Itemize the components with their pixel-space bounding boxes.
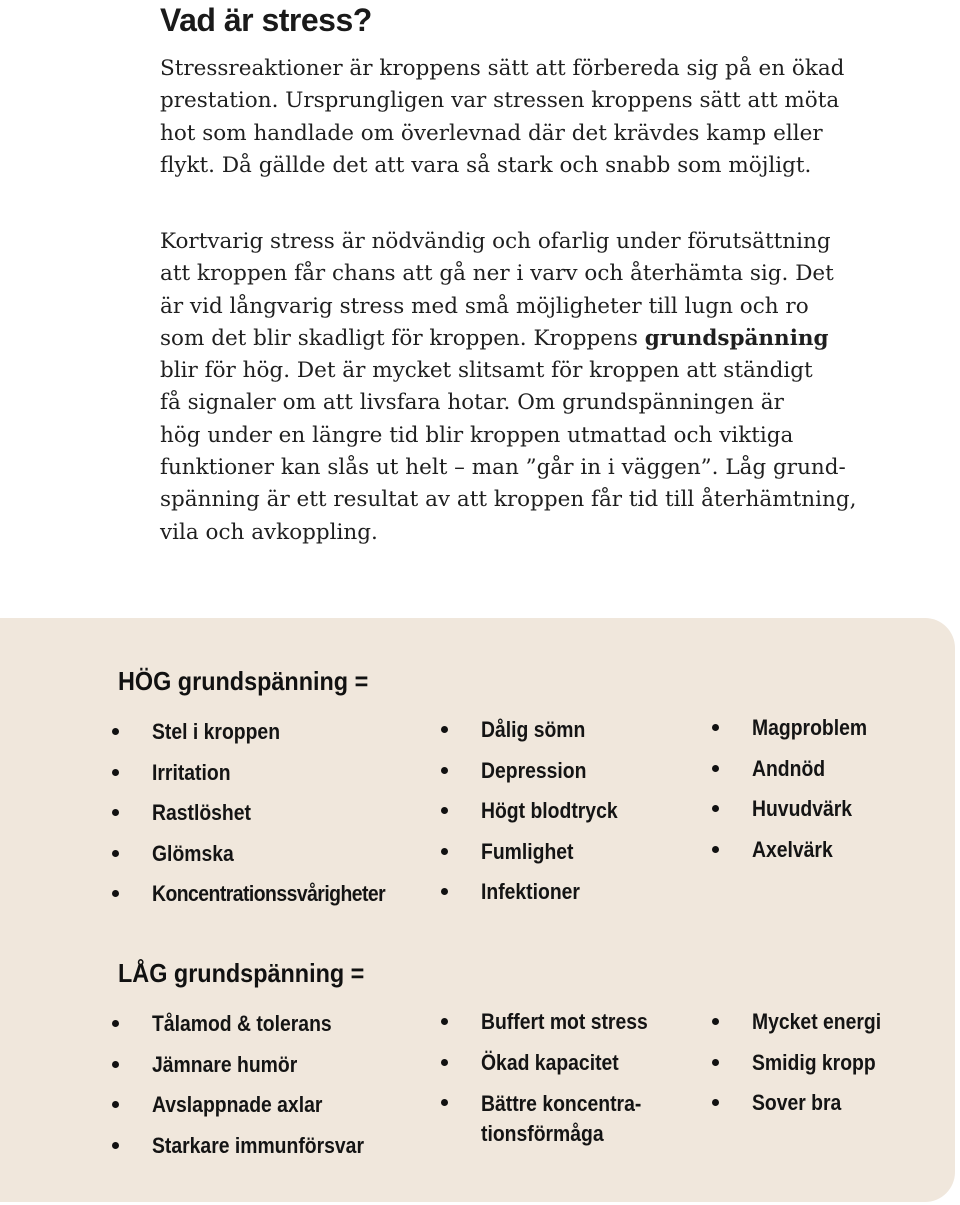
text-line: prestation. Ursprungligen var stressen kroppens sätt att möta: [160, 88, 840, 114]
bullet-icon: [112, 1020, 119, 1027]
body-paragraph: [160, 226, 930, 549]
bullet-icon: [112, 1101, 119, 1108]
emphasized-term: grundspänning: [644, 325, 829, 351]
bullet-icon: [441, 726, 448, 733]
text-line: flykt. Då gällde det att vara så stark och snabb som möjligt.: [160, 152, 812, 178]
text-line: spänning är ett resultat av att kroppen får tid till återhämtning,: [160, 487, 857, 513]
bullet-icon: [712, 1059, 719, 1066]
bullet-icon: [712, 1018, 719, 1025]
text-line: funktioner kan slås ut helt – man ”går in i väggen”. Låg grund-: [160, 455, 846, 481]
tension-panel: HÖG grundspänning = Stel i kroppen Irritation Rastlöshet Glömska Koncentrationssvårigheter Dålig sömn Depression Högt blodtryck Fumlighet Infektioner Magproblem Andnöd Huvudvärk Axelvärk LÅG grundspänning = Tålamod & tolerans Jämnare humör Avslappnade axlar Starkare immunförsvar Buffert mot stress Ökad kapacitet Bättre koncentra- tionsförmåga Mycket energi Smidig kropp Sover bra: [0, 618, 955, 1202]
text-line: Kortvarig stress är nödvändig och ofarlig under förutsättning: [160, 229, 831, 254]
bullet-icon: [112, 850, 119, 857]
text-line: [160, 323, 930, 355]
text-line: är vid långvarig stress med små möjligheter till lugn och ro: [160, 293, 809, 319]
bullet-icon: [441, 767, 448, 774]
bullet-icon: [112, 1061, 119, 1068]
bullet-icon: [712, 765, 719, 772]
intro-paragraph: [160, 53, 930, 182]
bullet-icon: [712, 724, 719, 731]
text-line: vila och avkoppling.: [160, 519, 378, 545]
bullet-icon: [112, 1142, 119, 1149]
bullet-icon: [712, 805, 719, 812]
text-line: blir för hög. Det är mycket slitsamt för kroppen att ständigt: [160, 358, 813, 384]
text-line: få signaler om att livsfara hotar. Om grundspänningen är: [160, 390, 784, 416]
bullet-icon: [441, 1059, 448, 1066]
bullet-icon: [112, 809, 119, 816]
bullet-icon: [712, 1099, 719, 1106]
bullet-icon: [112, 728, 119, 735]
low-tension-heading: LÅG grundspänning =: [118, 958, 365, 988]
text-line: hot som handlade om överlevnad där det krävdes kamp eller: [160, 120, 823, 146]
text-line: hög under en längre tid blir kroppen utmattad och viktiga: [160, 422, 794, 448]
bullet-icon: [441, 848, 448, 855]
text-line: Stressreaktioner är kroppens sätt att förbereda sig på en ökad: [160, 56, 845, 81]
bullet-icon: [441, 1099, 448, 1106]
text-segment: som det blir skadligt för kroppen. Kroppens: [160, 325, 645, 351]
bullet-icon: [441, 1018, 448, 1025]
bullet-icon: [112, 769, 119, 776]
bullet-icon: [441, 888, 448, 895]
text-line: att kroppen får chans att gå ner i varv och återhämta sig. Det: [160, 261, 834, 287]
page-title: Vad är stress?: [160, 2, 372, 38]
bullet-icon: [712, 846, 719, 853]
high-tension-heading: HÖG grundspänning =: [118, 666, 369, 696]
bullet-icon: [441, 807, 448, 814]
bullet-icon: [112, 890, 119, 897]
